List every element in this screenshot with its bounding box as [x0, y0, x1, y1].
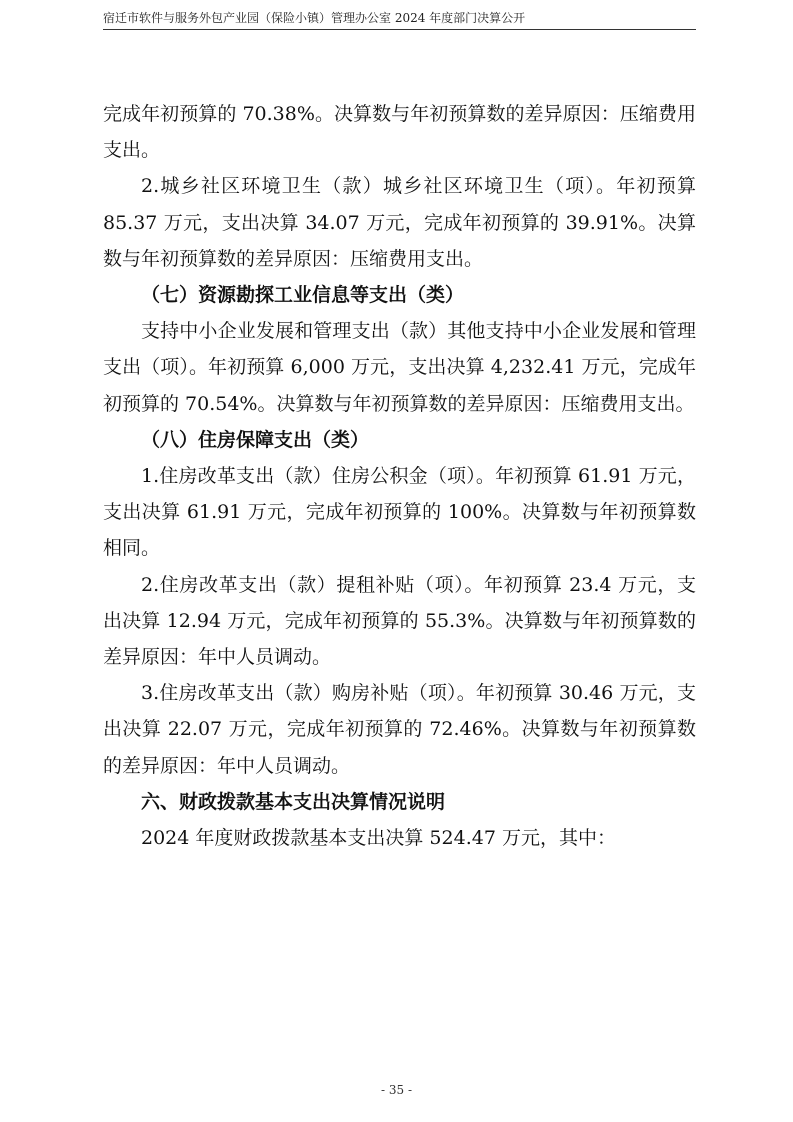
header-rule [103, 29, 696, 30]
paragraph: 2.住房改革支出（款）提租补贴（项）。年初预算 23.4 万元，支出决算 12.94 万元，完成年初预算的 55.3%。决算数与年初预算数的差异原因：年中人员调动。 [103, 573, 696, 669]
paragraph: 2024 年度财政拨款基本支出决算 524.47 万元，其中： [141, 827, 616, 850]
paragraph: 3.住房改革支出（款）购房补贴（项）。年初预算 30.46 万元，支出决算 22.07 万元，完成年初预算的 72.46%。决算数与年初预算数的差异原因：年中人员调动。 [103, 682, 696, 777]
paragraph: 完成年初预算的 70.38%。决算数与年初预算数的差异原因：压缩费用支出。 [103, 103, 696, 162]
page-body [103, 96, 696, 856]
section-heading: （八）住房保障支出（类） [141, 428, 370, 451]
paragraph: 1.住房改革支出（款）住房公积金（项）。年初预算 61.91 万元，支出决算 61.91 万元，完成年初预算的 100%。决算数与年初预算数相同。 [103, 465, 696, 560]
paragraph: 2.城乡社区环境卫生（款）城乡社区环境卫生（项）。年初预算 85.37 万元，支出决算 34.07 万元，完成年初预算的 39.91%。决算数与年初预算数的差异原因：压缩费用支出。 [103, 175, 696, 270]
running-header: 宿迁市软件与服务外包产业园（保险小镇）管理办公室 2024 年度部门决算公开 [103, 11, 526, 25]
page-number: - 35 - [380, 1083, 412, 1097]
section-heading: （七）资源勘探工业信息等支出（类） [141, 284, 465, 307]
paragraph: 支持中小企业发展和管理支出（款）其他支持中小企业发展和管理支出（项）。年初预算 6,000 万元，支出决算 4,232.41 万元，完成年初预算的 70.54%。决算数与年初预算数的差异原因：压缩费用支出。 [103, 320, 696, 415]
section-heading: 六、财政拨款基本支出决算情况说明 [141, 790, 446, 813]
